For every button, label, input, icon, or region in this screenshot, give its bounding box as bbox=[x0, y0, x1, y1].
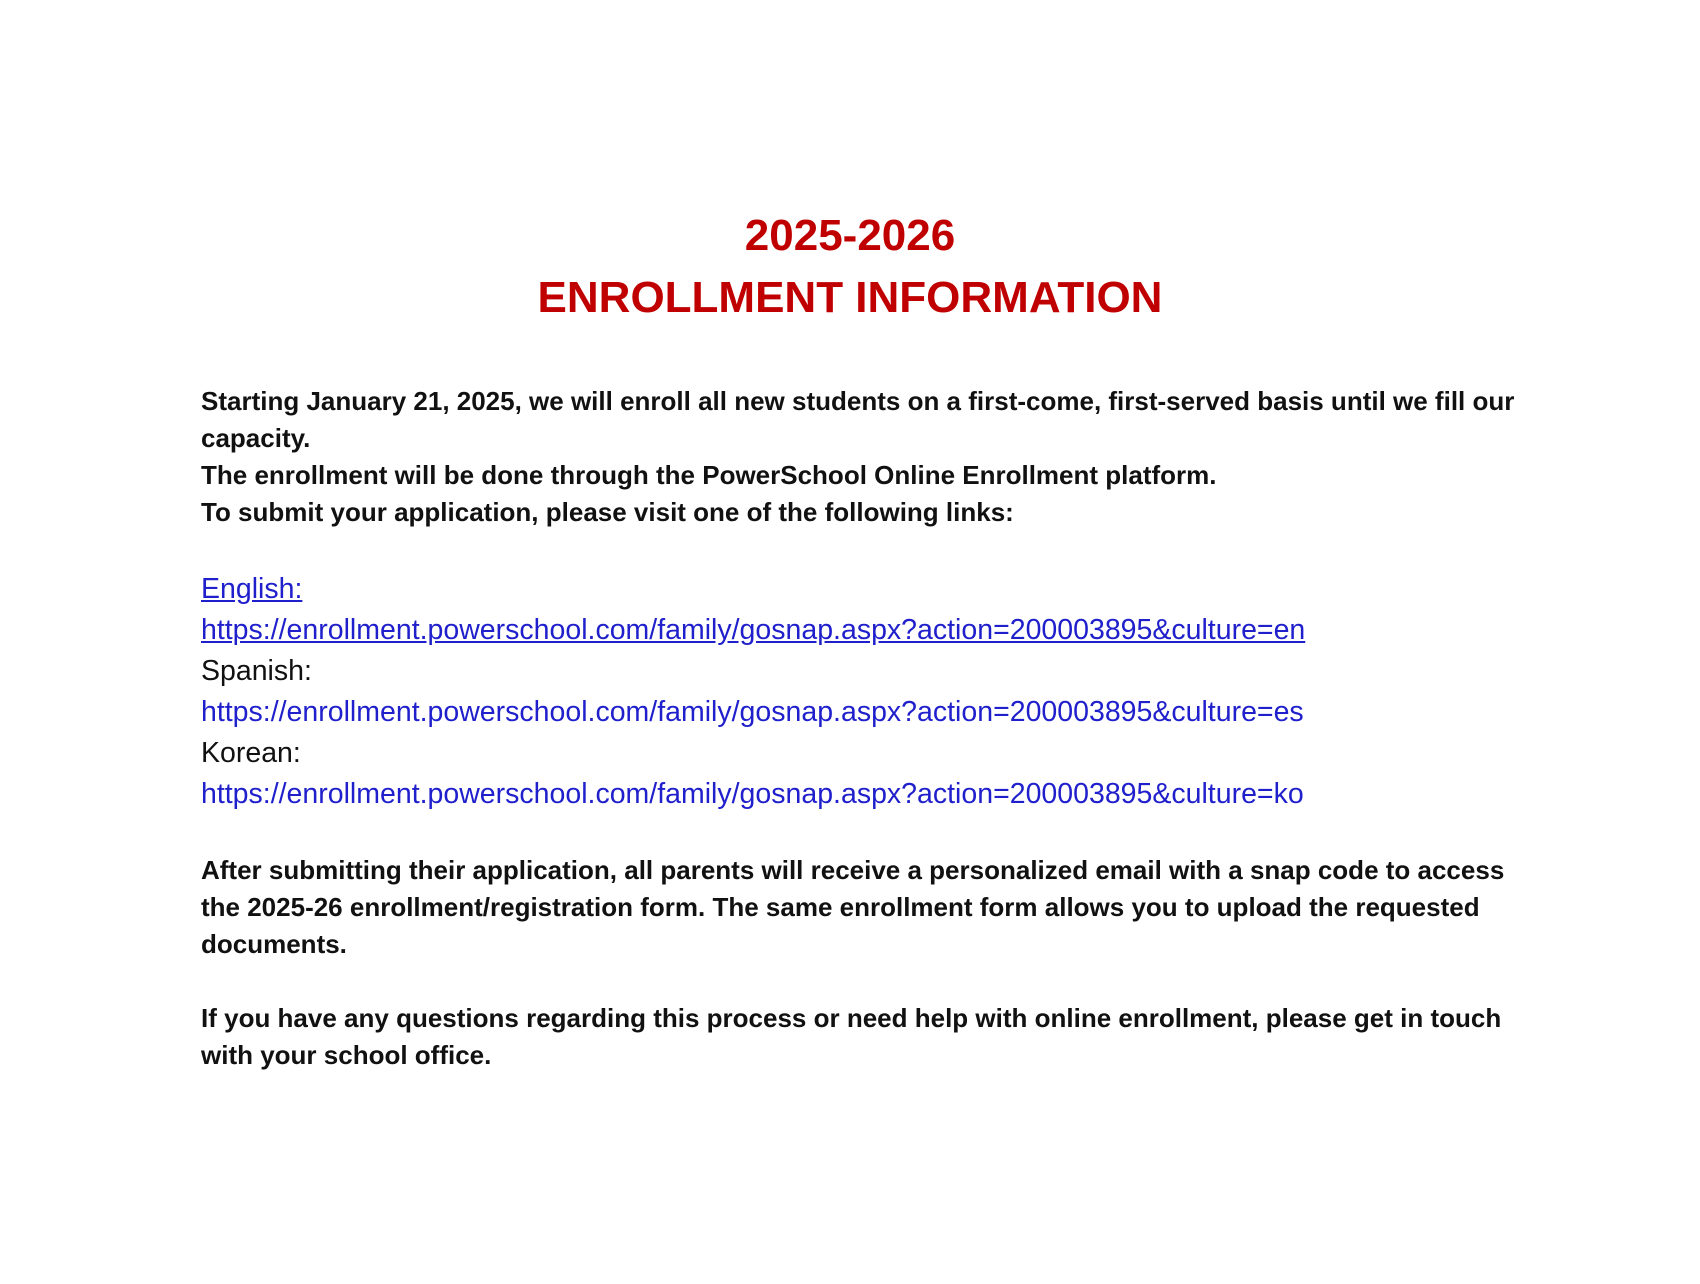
intro-start-date-text: Starting January 21, 2025, we will enroll all new students on a first-come, first-served basis until we fill our capacity. bbox=[201, 386, 1515, 453]
page-title bbox=[0, 205, 1700, 329]
intro-paragraph bbox=[201, 383, 1531, 531]
spanish-enrollment-link[interactable]: https://enrollment.powerschool.com/family/gosnap.aspx?action=200003895&culture=es bbox=[201, 696, 1304, 728]
questions-paragraph: If you have any questions regarding this process or need help with online enrollment, please get in touch with your school office. bbox=[201, 1003, 1502, 1070]
title-year: 2025-2026 bbox=[744, 211, 956, 260]
after-submit-paragraph: After submitting their application, all parents will receive a personalized email with a snap code to access the 2025-26 enrollment/registration form. The same enrollment form allows you to upload the requested documents. bbox=[201, 855, 1505, 959]
spanish-link-label: Spanish: bbox=[201, 655, 312, 687]
document-body bbox=[201, 383, 1531, 1074]
english-enrollment-link[interactable]: https://enrollment.powerschool.com/family/gosnap.aspx?action=200003895&culture=en bbox=[201, 614, 1306, 646]
enrollment-links bbox=[201, 569, 1531, 815]
korean-enrollment-link[interactable]: https://enrollment.powerschool.com/family/gosnap.aspx?action=200003895&culture=ko bbox=[201, 778, 1304, 810]
english-link-label[interactable]: English: bbox=[201, 573, 303, 605]
korean-link-label: Korean: bbox=[201, 737, 301, 769]
intro-instructions-text: To submit your application, please visit one of the following links: bbox=[201, 497, 1014, 527]
intro-platform-text: The enrollment will be done through the PowerSchool Online Enrollment platform. bbox=[201, 460, 1217, 490]
title-heading: ENROLLMENT INFORMATION bbox=[537, 273, 1163, 322]
